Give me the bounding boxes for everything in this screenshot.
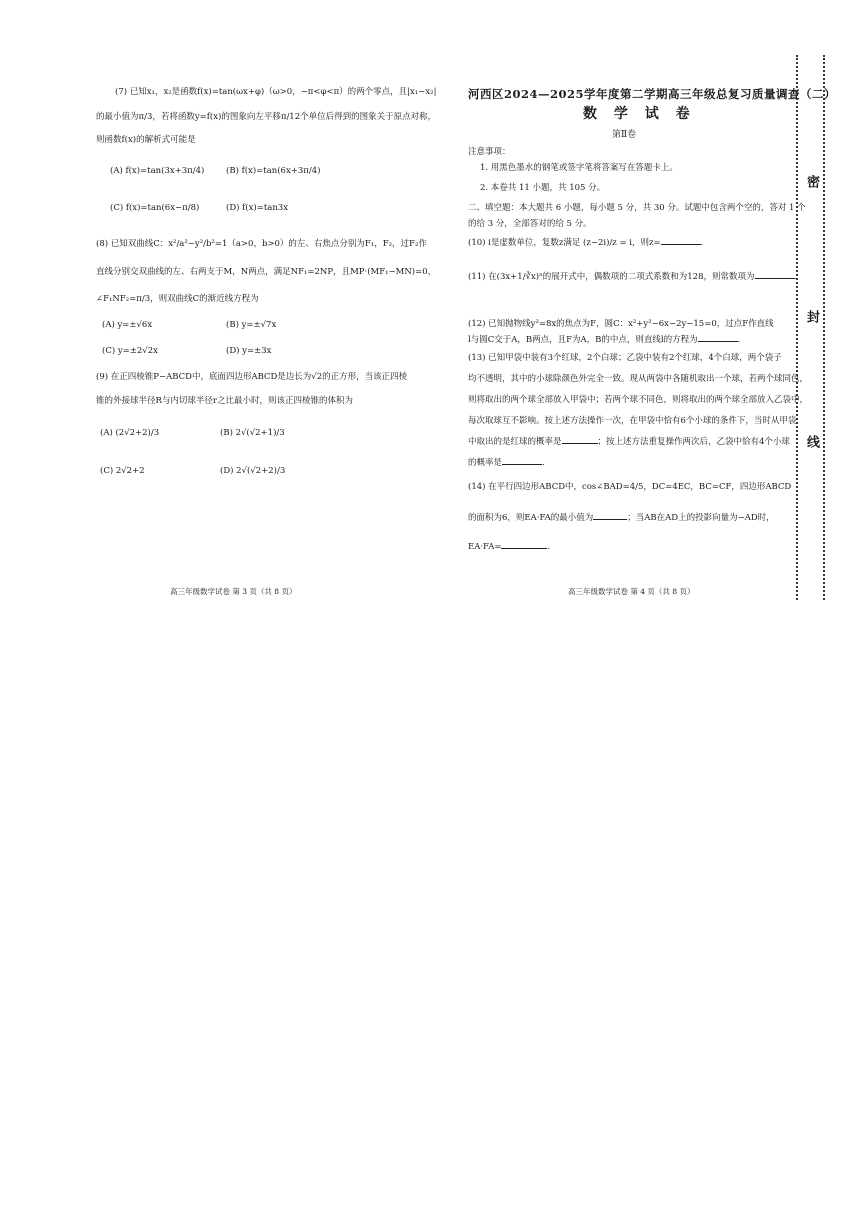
exam-title: 数 学 试 卷: [583, 106, 696, 122]
q13-text-a: 中取出的是红球的概率是: [468, 437, 562, 447]
q13-text-b: ；按上述方法重复操作两次后，乙袋中恰有4个小球: [597, 437, 790, 447]
q7-option-c: (C) f(x)=tan(6x−π/8): [110, 203, 200, 213]
q9-option-a: (A) (2√2+2)/3: [100, 428, 160, 438]
q8-line3: ∠F₁NF₂=π/3，则双曲线C的渐近线方程为: [96, 294, 259, 304]
section-instructions-line2: 的给 3 分，全部答对的给 5 分。: [468, 219, 592, 229]
q11-blank[interactable]: [755, 278, 795, 279]
exam-header-title: 河西区2024—2025学年度第二学期高三年级总复习质量调查（二）: [468, 87, 837, 101]
q7-line2: 的最小值为π/3，若将函数y=f(x)的图象向左平移π/12个单位后得到的图象关于原点对称，: [96, 112, 437, 122]
q14-line1: (14) 在平行四边形ABCD中，cos∠BAD=4/5，DC=4EC，BC=CF，四边形ABCD: [468, 482, 792, 492]
seal-char-xian: 线: [804, 435, 819, 448]
q14-line2: [468, 512, 775, 524]
q7-line3: 则函数f(x)的解析式可能是: [96, 135, 196, 145]
q13-line3: 则将取出的两个球全部放入甲袋中；若两个球不同色，则将取出的两个球全部放入乙袋中，: [468, 395, 809, 405]
seal-char-feng: 封: [804, 310, 819, 323]
q14-line3: EA·FA= .: [468, 542, 551, 552]
seal-dotted-line-inner: [796, 55, 798, 600]
seal-char-mi: 密: [804, 175, 819, 188]
left-page-footer: 高三年级数学试卷 第 3 页（共 8 页）: [170, 587, 297, 596]
right-page-footer: 高三年级数学试卷 第 4 页（共 8 页）: [568, 587, 695, 596]
q7-option-a: (A) f(x)=tan(3x+3π/4): [110, 166, 205, 176]
q10-blank[interactable]: [661, 244, 701, 245]
q12-line1: (12) 已知抛物线y²=8x的焦点为F，圆C：x²+y²−6x−2y−15=0，过点F作直线: [468, 319, 774, 329]
q13-blank-1[interactable]: [562, 443, 598, 444]
q12-text: l与圆C交于A，B两点，且F为A，B的中点，则直线l的方程为: [468, 335, 698, 345]
q14-text-a: 的面积为6，则EA·FA的最小值为: [468, 513, 594, 523]
q13-line1: (13) 已知甲袋中装有3个红球，2个白球；乙袋中装有2个红球，4个白球，两个袋子: [468, 353, 782, 363]
section-instructions-line1: 二、填空题：本大题共 6 小题，每小题 5 分，共 30 分。试题中包含两个空的，答对 1 个: [468, 203, 806, 213]
q8-option-c: (C) y=±2√2x: [102, 346, 158, 356]
q9-option-b: (B) 2√(√2+1)/3: [220, 428, 285, 438]
exam-volume: 第Ⅱ卷: [612, 130, 637, 140]
q14-blank-1[interactable]: [593, 519, 627, 520]
q8-option-a: (A) y=±√6x: [102, 320, 153, 330]
q7-line1: (7) 已知x₁，x₂是函数f(x)=tan(ωx+φ)（ω>0，−π<φ<π）的两个零点，且|x₁−x₂|: [115, 87, 437, 97]
q8-option-d: (D) y=±3x: [226, 346, 272, 356]
q14-text-c: EA·FA=: [468, 542, 502, 552]
q12-line2: l与圆C交于A，B两点，且F为A，B的中点，则直线l的方程为 .: [468, 335, 741, 345]
q8-line2: 直线分别交双曲线的左、右两支于M，N两点，满足NF₁=2NP，且MP·(MF₁−MN)=0，: [96, 267, 437, 277]
q8-option-b: (B) y=±√7x: [226, 320, 277, 330]
q9-line2: 锥的外接球半径R与内切球半径r之比最小时，则该正四棱锥的体积为: [96, 396, 353, 406]
q14-text-b: ；当AB在AD上的投影向量为−AD时，: [627, 513, 775, 523]
q14-blank-2[interactable]: [501, 548, 547, 549]
q10: (10) i是虚数单位，复数z满足 (z−2i)/z = i，则z= .: [468, 238, 704, 248]
q11: (11) 在(3x+1/∛x)ⁿ的展开式中，偶数项的二项式系数和为128，则常数项为 .: [468, 272, 798, 282]
q13-line5: [468, 436, 790, 448]
q7-option-d: (D) f(x)=tan3x: [226, 203, 289, 213]
left-page: [0, 0, 437, 620]
right-page: [438, 0, 837, 620]
q13-line2: 均不透明，其中的小球除颜色外完全一致。现从两袋中各随机取出一个球，若两个球同色，: [468, 374, 809, 384]
seal-dotted-line-outer: [823, 55, 825, 600]
q9-line1: (9) 在正四棱锥P−ABCD中，底面四边形ABCD是边长为√2的正方形，当该正四棱: [96, 372, 408, 382]
notes-title: 注意事项：: [468, 147, 511, 157]
margin-seal-line: [790, 55, 830, 600]
q11-text: (11) 在(3x+1/∛x)ⁿ的展开式中，偶数项的二项式系数和为128，则常数项为: [468, 272, 755, 282]
q13-line4: 每次取球互不影响。按上述方法操作一次，在甲袋中恰有6个小球的条件下，当时从甲袋: [468, 416, 797, 426]
q9-option-c: (C) 2√2+2: [100, 466, 145, 476]
note-1: 1. 用黑色墨水的钢笔或签字笔将答案写在答题卡上。: [480, 163, 678, 173]
q13-line6: 的概率是 .: [468, 458, 545, 468]
q9-option-d: (D) 2√(√2+2)/3: [220, 466, 286, 476]
q8-line1: (8) 已知双曲线C：x²/a²−y²/b²=1（a>0，b>0）的左、右焦点分别为F₁，F₂，过F₂作: [96, 239, 427, 249]
q13-text-c: 的概率是: [468, 458, 503, 468]
q10-text: (10) i是虚数单位，复数z满足 (z−2i)/z = i，则z=: [468, 238, 661, 248]
q7-option-b: (B) f(x)=tan(6x+3π/4): [226, 166, 321, 176]
q13-blank-2[interactable]: [502, 464, 542, 465]
q12-blank[interactable]: [698, 341, 738, 342]
note-2: 2. 本卷共 11 小题，共 105 分。: [480, 183, 606, 193]
